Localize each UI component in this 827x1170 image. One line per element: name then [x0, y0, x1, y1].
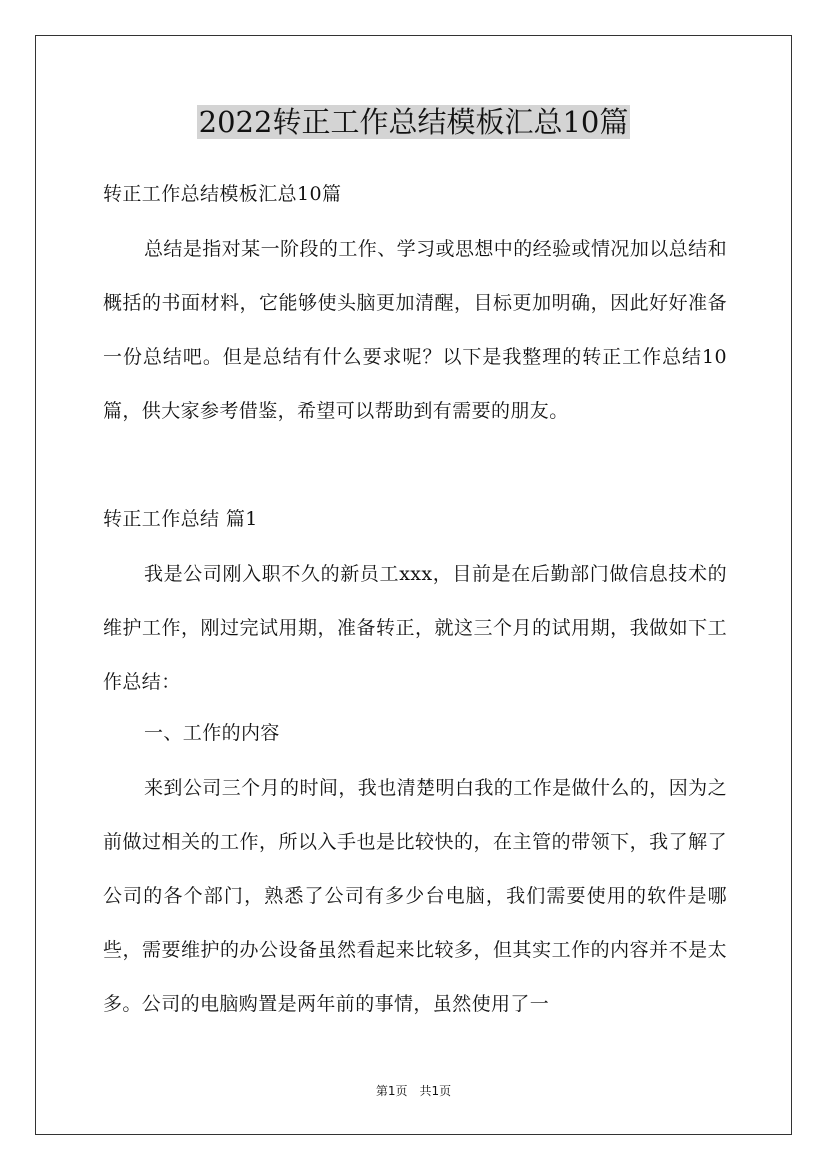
document-subtitle: 转正工作总结模板汇总10篇	[103, 183, 342, 205]
section-heading: 转正工作总结 篇1	[103, 508, 258, 530]
section-paragraph: 来到公司三个月的时间，我也清楚明白我的工作是做什么的，因为之前做过相关的工作，所以入手也是比较快的，在主管的带领下，我了解了公司的各个部门，熟悉了公司有多少台电脑，我们需要使用的软件是哪些，需要维护的办公设备虽然看起来比较多，但其实工作的内容并不是太多。公司的电脑购置是两年前的事情，虽然使用了一	[103, 777, 727, 1015]
section-subheading: 一、工作的内容	[144, 722, 280, 744]
page-footer: 第1页 共1页	[375, 1084, 452, 1098]
document-title-text: 2022转正工作总结模板汇总10篇	[198, 105, 629, 139]
intro-paragraph: 总结是指对某一阶段的工作、学习或思想中的经验或情况加以总结和概括的书面材料，它能够使头脑更加清醒，目标更加明确，因此好好准备一份总结吧。但是总结有什么要求呢？以下是我整理的转正工作总结10篇，供大家参考借鉴，希望可以帮助到有需要的朋友。	[103, 238, 727, 422]
section-paragraph: 我是公司刚入职不久的新员工xxx，目前是在后勤部门做信息技术的维护工作，刚过完试用期，准备转正，就这三个月的试用期，我做如下工作总结：	[103, 563, 727, 693]
document-title	[0, 100, 827, 144]
